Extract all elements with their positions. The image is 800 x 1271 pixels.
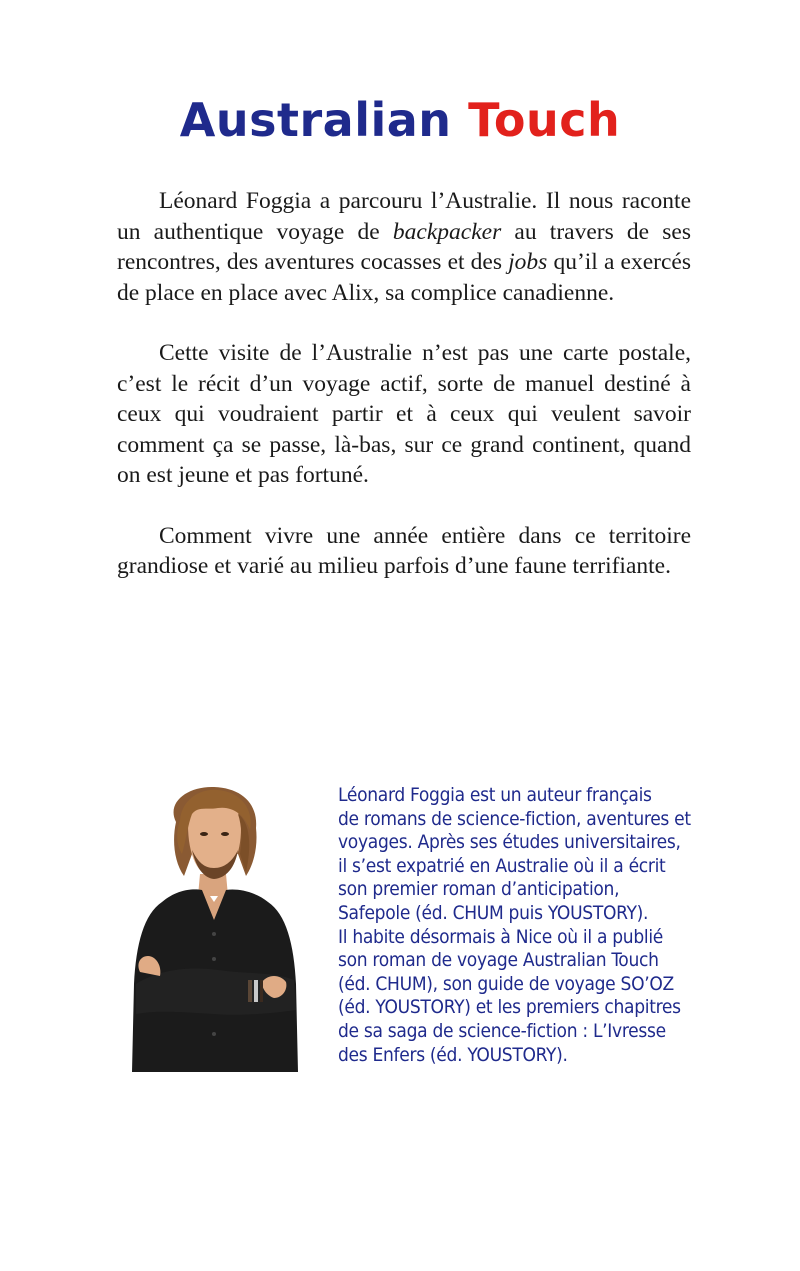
book-blurb — [117, 186, 691, 612]
blurb-p1-text-2: au travers de ses rencontres, des aventures cocasses et des — [117, 218, 691, 275]
bio-line: des Enfers (éd. YOUSTORY). — [338, 1043, 568, 1066]
blurb-p1-italic-jobs: jobs — [508, 249, 548, 275]
bio-line: de romans de science-fiction, aventures et — [338, 807, 691, 830]
bio-line: il s’est expatrié en Australie où il a écrit — [338, 854, 666, 877]
title-word-touch: Touch — [468, 93, 621, 147]
bio-line: de sa saga de science-fiction : L’Ivresse — [338, 1019, 666, 1042]
bio-line: Il habite désormais à Nice où il a publié — [338, 925, 664, 948]
title-word-australian: Australian — [179, 93, 452, 147]
bio-line: (éd. CHUM), son guide de voyage SO’OZ — [338, 972, 674, 995]
bio-line: Léonard Foggia est un auteur français — [338, 784, 652, 806]
blurb-paragraph-2: Cette visite de l’Australie n’est pas une carte postale, c’est le récit d’un voyage actif, sorte de manuel destiné à ceux qui voudraient partir et à ceux qui veulent savoir comment ça se passe, là-bas, sur ce grand continent, quand on est jeune et pas fortuné. — [117, 340, 691, 488]
author-photo — [118, 784, 308, 1072]
blurb-p1-text-1: Léonard Foggia a parcouru l’Australie. Il nous raconte un authentique voyage de — [117, 188, 691, 245]
blurb-p1-italic-backpacker: backpacker — [392, 218, 502, 245]
blurb-p1-text-3: qu’il a exercés de place en place avec Alix, sa complice canadienne. — [117, 249, 691, 306]
bio-line: voyages. Après ses études universitaires, — [338, 831, 681, 854]
book-title — [0, 92, 800, 148]
blurb-paragraph-3: Comment vivre une année entière dans ce territoire grandiose et varié au milieu parfois d’une faune terrifiante. — [117, 522, 691, 579]
bio-line: son roman de voyage Australian Touch — [338, 949, 659, 972]
author-bio — [338, 784, 728, 1067]
bio-line: Safepole (éd. CHUM puis YOUSTORY). — [338, 901, 649, 924]
blurb-paragraph-1 — [117, 186, 691, 308]
bio-line: son premier roman d’anticipation, — [338, 878, 620, 901]
bio-line: (éd. YOUSTORY) et les premiers chapitres — [338, 996, 681, 1019]
